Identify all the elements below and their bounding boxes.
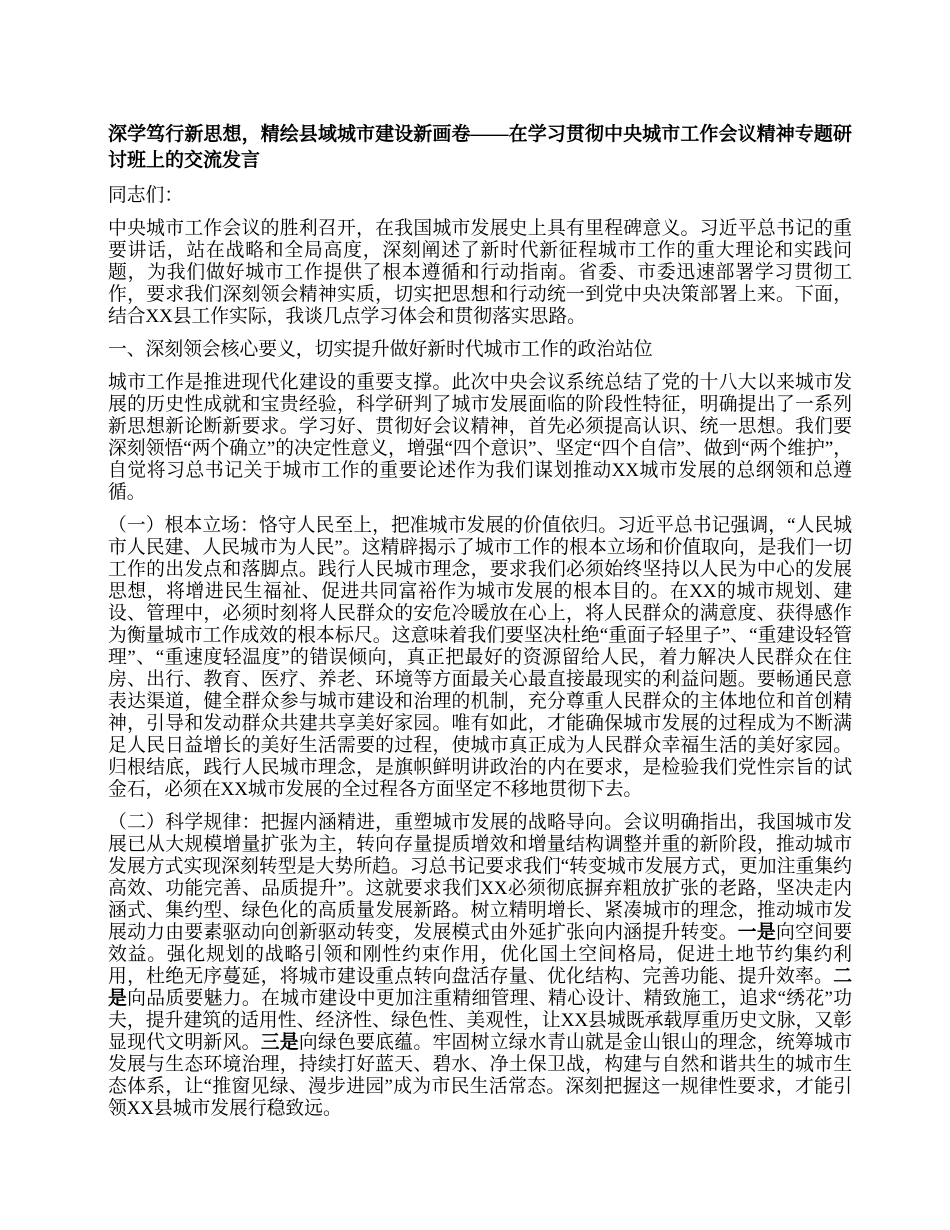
point2-run-green: 向绿色要底蕴。牢固树立绿水青山就是金山银山的理念，统筹城市发展与生态环境治理，持续打好蓝天、碧水、净土保卫战，构建与自然和谐共生的城市生态体系，让“推窗见绿、漫步进园”成为市民生活常态。深刻把握这一规律性要求，才能引领XX县城市发展行稳致远。 [108,1032,853,1119]
point2-marker-first: 一是 [737,922,776,943]
point2-marker-second: 二是 [108,966,852,1009]
point2-paragraph [108,812,852,1120]
section1-heading: 一、深刻领会核心要义，切实提升做好新时代城市工作的政治站位 [108,339,653,360]
greeting-line: 同志们： [108,185,184,206]
point1-paragraph: （一）根本立场：恪守人民至上，把准城市发展的价值依归。习近平总书记强调，“人民城市人民建、人民城市为人民”。这精辟揭示了城市工作的根本立场和价值取向，是我们一切工作的出发点和落脚点。践行人民城市理念，要求我们必须始终坚持以人民为中心的发展思想，将增进民生福祉、促进共同富裕作为城市发展的根本目的。在XX的城市规划、建设、管理中，必须时刻将人民群众的安危冷暖放在心上，将人民群众的满意度、获得感作为衡量城市工作成效的根本标尺。这意味着我们要坚决杜绝“重面子轻里子”、“重建设轻管理”、“重速度轻温度”的错误倾向，真正把最好的资源留给人民，着力解决人民群众在住房、出行、教育、医疗、养老、环境等方面最关心最直接最现实的利益问题。要畅通民意表达渠道，健全群众参与城市建设和治理的机制，充分尊重人民群众的主体地位和首创精神，引导和发动群众共建共享美好家园。唯有如此，才能确保城市发展的过程成为不断满足人民日益增长的美好生活需要的过程，使城市真正成为人民群众幸福生活的美好家园。归根结底，践行人民城市理念，是旗帜鲜明讲政治的内在要求，是检验我们党性宗旨的试金石，必须在XX城市发展的全过程各方面坚定不移地贯彻下去。 [108,515,852,800]
document-title: 深学笃行新思想，精绘县域城市建设新画卷——在学习贯彻中央城市工作会议精神专题研讨班上的交流发言 [108,124,852,171]
intro-paragraph: 中央城市工作会议的胜利召开，在我国城市发展史上具有里程碑意义。习近平总书记的重要讲话，站在战略和全局高度，深刻阐述了新时代新征程城市工作的重大理论和实践问题，为我们做好城市工作提供了根本遵循和行动指南。省委、市委迅速部署学习贯彻工作，要求我们深刻领会精神实质，切实把思想和行动统一到党中央决策部署上来。下面，结合XX县工作实际，我谈几点学习体会和贯彻落实思路。 [108,218,852,327]
point2-run-quality: 向品质要魅力。在城市建设中更加注重精细管理、精心设计、精致施工，追求“绣花”功夫，提升建筑的适用性、经济性、绿色性、美观性，让XX县城既承载厚重历史文脉，又彰显现代文明新风。 [108,988,853,1053]
point2-run-space: 向空间要效益。强化规划的战略引领和刚性约束作用，优化国土空间格局，促进土地节约集约利用，杜绝无序蔓延，将城市建设重点转向盘活存量、优化结构、完善功能、提升效率。 [108,922,853,987]
point2-marker-third: 三是 [260,1032,299,1053]
point2-run-intro: （二）科学规律：把握内涵精进，重塑城市发展的战略导向。会议明确指出，我国城市发展已从大规模增量扩张为主，转向存量提质增效和增量结构调整并重的新阶段，推动城市发展方式实现深刻转型是大势所趋。习总书记要求我们“转变城市发展方式，更加注重集约高效、功能完善、品质提升”。这就要求我们XX必须彻底摒弃粗放扩张的老路，坚决走内涵式、集约型、绿色化的高质量发展新路。树立精明增长、紧凑城市的理念，推动城市发展动力由要素驱动向创新驱动转变，发展模式由外延扩张向内涵提升转变。 [108,812,852,943]
section1-body-paragraph: 城市工作是推进现代化建设的重要支撑。此次中央会议系统总结了党的十八大以来城市发展的历史性成就和宝贵经验，科学研判了城市发展面临的阶段性特征，明确提出了一系列新思想新论断新要求。学习好、贯彻好会议精神，首先必须提高认识、统一思想。我们要深刻领悟“两个确立”的决定性意义，增强“四个意识”、坚定“四个自信”、做到“两个维护”，自觉将习总书记关于城市工作的重要论述作为我们谋划推动XX城市发展的总纲领和总遵循。 [108,372,852,503]
